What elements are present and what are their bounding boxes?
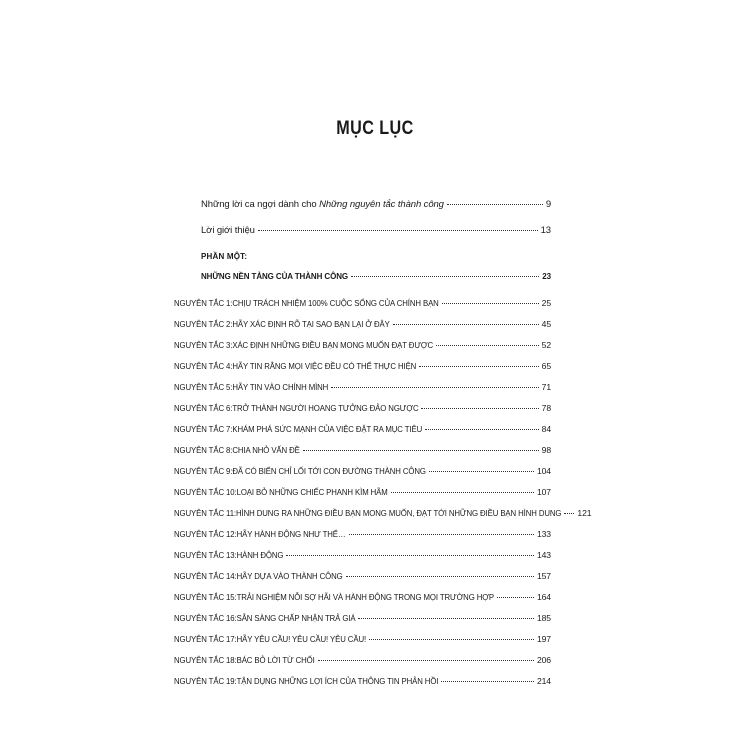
rule-label: NGUYÊN TẮC 1: — [174, 299, 233, 308]
toc-page-number: 71 — [541, 382, 551, 392]
rule-label: NGUYÊN TẮC 14: — [174, 572, 237, 581]
rule-label: NGUYÊN TẮC 8: — [174, 446, 233, 455]
toc-page-number: 84 — [541, 424, 551, 434]
dot-leader — [331, 387, 538, 388]
dot-leader — [419, 366, 538, 367]
toc-page-number: 13 — [540, 225, 551, 236]
dot-leader — [425, 429, 539, 430]
toc-rule-entry — [174, 654, 551, 667]
toc-rule-entry — [174, 339, 551, 352]
dot-leader — [441, 681, 534, 682]
dot-leader — [421, 408, 538, 409]
rule-label: NGUYÊN TẮC 6: — [174, 404, 233, 413]
rule-title: XÁC ĐỊNH NHỮNG ĐIỀU BẠN MONG MUỐN ĐẠT ĐƯỢC — [232, 341, 433, 350]
toc-rule-entry — [174, 549, 551, 562]
page-title: MỤC LỤC — [336, 118, 414, 139]
rule-title: HÀNH ĐỘNG — [236, 551, 284, 560]
toc-page-number: 52 — [541, 340, 551, 350]
dot-leader — [369, 639, 534, 640]
rule-label: NGUYÊN TẮC 17: — [174, 635, 237, 644]
rule-title: TẬN DỤNG NHỮNG LỢI ÍCH CỦA THÔNG TIN PHẢN HỒI — [236, 677, 439, 686]
toc-rule-entry — [174, 465, 551, 478]
rule-title: CHIA NHỎ VẤN ĐỀ — [232, 446, 300, 455]
toc-rule-entry — [174, 318, 551, 331]
toc-page-number: 107 — [536, 487, 551, 497]
rule-label: NGUYÊN TẮC 2: — [174, 320, 233, 329]
rule-label: NGUYÊN TẮC 9: — [174, 467, 233, 476]
dot-leader — [286, 555, 534, 556]
toc-rule-entry — [174, 402, 551, 415]
part-title: NHỮNG NỀN TẢNG CỦA THÀNH CÔNG — [201, 272, 348, 281]
toc-page-number: 98 — [541, 445, 551, 455]
toc-page-number: 206 — [536, 655, 551, 665]
rule-label: NGUYÊN TẮC 5: — [174, 383, 233, 392]
toc-rule-entry — [174, 591, 551, 604]
rule-title: HÃY TIN RẰNG MỌI VIỆC ĐỀU CÓ THỂ THỰC HIỆN — [232, 362, 417, 371]
dot-leader — [358, 618, 534, 619]
rule-label: NGUYÊN TẮC 10: — [174, 488, 237, 497]
toc-page-number: 185 — [536, 613, 551, 623]
toc-rule-entry — [174, 360, 551, 373]
part-label: PHẦN MỘT: — [201, 252, 248, 261]
toc-page-number: 133 — [536, 529, 551, 539]
rule-label: NGUYÊN TẮC 16: — [174, 614, 237, 623]
dot-leader — [393, 324, 539, 325]
rule-label: NGUYÊN TẮC 11: — [174, 509, 237, 518]
toc-rule-entry — [174, 528, 551, 541]
rule-title: KHÁM PHÁ SỨC MẠNH CỦA VIỆC ĐẶT RA MỤC TIÊU — [232, 425, 423, 434]
toc-page-number: 23 — [542, 272, 551, 281]
toc-page-number: 197 — [536, 634, 551, 644]
rule-label: NGUYÊN TẮC 15: — [174, 593, 237, 602]
rule-title: TRẢI NGHIỆM NỖI SỢ HÃI VÀ HÀNH ĐỘNG TRONG MỌI TRƯỜNG HỢP — [236, 593, 494, 602]
dot-leader — [436, 345, 539, 346]
rule-title: HÃY YÊU CẦU! YÊU CẦU! YÊU CẦU! — [236, 635, 367, 644]
rule-title: HÃY HÀNH ĐỘNG NHƯ THỂ… — [236, 530, 346, 539]
toc-part-entry — [201, 271, 551, 283]
rule-title: CHỊU TRÁCH NHIỆM 100% CUỘC SỐNG CỦA CHÍNH BẠN — [232, 299, 439, 308]
toc-rule-entry — [174, 423, 551, 436]
dot-leader — [351, 276, 539, 277]
toc-entry-plain-text: Lời giới thiệu — [201, 225, 255, 236]
toc-page-number: 164 — [536, 592, 551, 602]
toc-entry-introduction — [201, 225, 551, 237]
toc-page-number: 214 — [536, 676, 551, 686]
toc-entry-plain-text: Những lời ca ngợi dành cho — [201, 199, 320, 210]
dot-leader — [564, 513, 574, 514]
rule-label: NGUYÊN TẮC 12: — [174, 530, 237, 539]
rule-title: TRỞ THÀNH NGƯỜI HOANG TƯỞNG ĐẢO NGƯỢC — [232, 404, 419, 413]
toc-page-number: 25 — [541, 298, 551, 308]
dot-leader — [497, 597, 534, 598]
toc-page-number: 143 — [536, 550, 551, 560]
rule-label: NGUYÊN TẮC 4: — [174, 362, 233, 371]
toc-page-number: 45 — [541, 319, 551, 329]
rule-title: SẴN SÀNG CHẤP NHẬN TRẢ GIÁ — [236, 614, 356, 623]
rule-label: NGUYÊN TẮC 7: — [174, 425, 233, 434]
toc-entry-praise — [201, 199, 551, 211]
toc-rule-entry — [174, 486, 551, 499]
rule-label: NGUYÊN TẮC 3: — [174, 341, 233, 350]
toc-entry-italic-text: Những nguyên tắc thành công — [319, 199, 444, 210]
toc-entry-text — [201, 225, 255, 237]
rule-title: HÃY TIN VÀO CHÍNH MÌNH — [232, 383, 329, 392]
toc-page-number: 121 — [577, 508, 592, 518]
toc-rule-entry — [174, 507, 592, 520]
toc-rule-entry — [174, 297, 551, 310]
toc-entry-text — [201, 199, 444, 211]
toc-page-number: 157 — [536, 571, 551, 581]
toc-rule-entry — [174, 570, 551, 583]
dot-leader — [391, 492, 534, 493]
dot-leader — [429, 471, 534, 472]
rule-title: HÌNH DUNG RA NHỮNG ĐIỀU BẠN MONG MUỐN, ĐẠT TỚI NHỮNG ĐIỀU BẠN HÌNH DUNG — [236, 509, 562, 518]
rule-title: LOẠI BỎ NHỮNG CHIẾC PHANH KÌM HÃM — [236, 488, 388, 497]
dot-leader — [346, 576, 534, 577]
toc-rule-entry — [174, 675, 551, 688]
rule-title: BÁC BỎ LỜI TỪ CHỐI — [236, 656, 315, 665]
rule-title: ĐÃ CÓ BIỂN CHỈ LỐI TỚI CON ĐƯỜNG THÀNH CÔNG — [232, 467, 426, 476]
toc-page-number: 65 — [541, 361, 551, 371]
toc-page-number: 9 — [545, 199, 551, 210]
dot-leader — [258, 230, 538, 231]
dot-leader — [303, 450, 539, 451]
toc-rule-entry — [174, 444, 551, 457]
dot-leader — [349, 534, 534, 535]
toc-page-number: 78 — [541, 403, 551, 413]
toc-rule-entry — [174, 612, 551, 625]
toc-rule-entry — [174, 381, 551, 394]
dot-leader — [447, 204, 543, 205]
rule-title: HÃY XÁC ĐỊNH RÕ TẠI SAO BẠN LẠI Ở ĐÂY — [232, 320, 390, 329]
dot-leader — [318, 660, 534, 661]
toc-rule-entry — [174, 633, 551, 646]
dot-leader — [442, 303, 539, 304]
rule-label: NGUYÊN TẮC 13: — [174, 551, 237, 560]
rule-label: NGUYÊN TẮC 18: — [174, 656, 237, 665]
toc-page-number: 104 — [536, 466, 551, 476]
rule-title: HÃY DỰA VÀO THÀNH CÔNG — [236, 572, 343, 581]
rule-label: NGUYÊN TẮC 19: — [174, 677, 237, 686]
